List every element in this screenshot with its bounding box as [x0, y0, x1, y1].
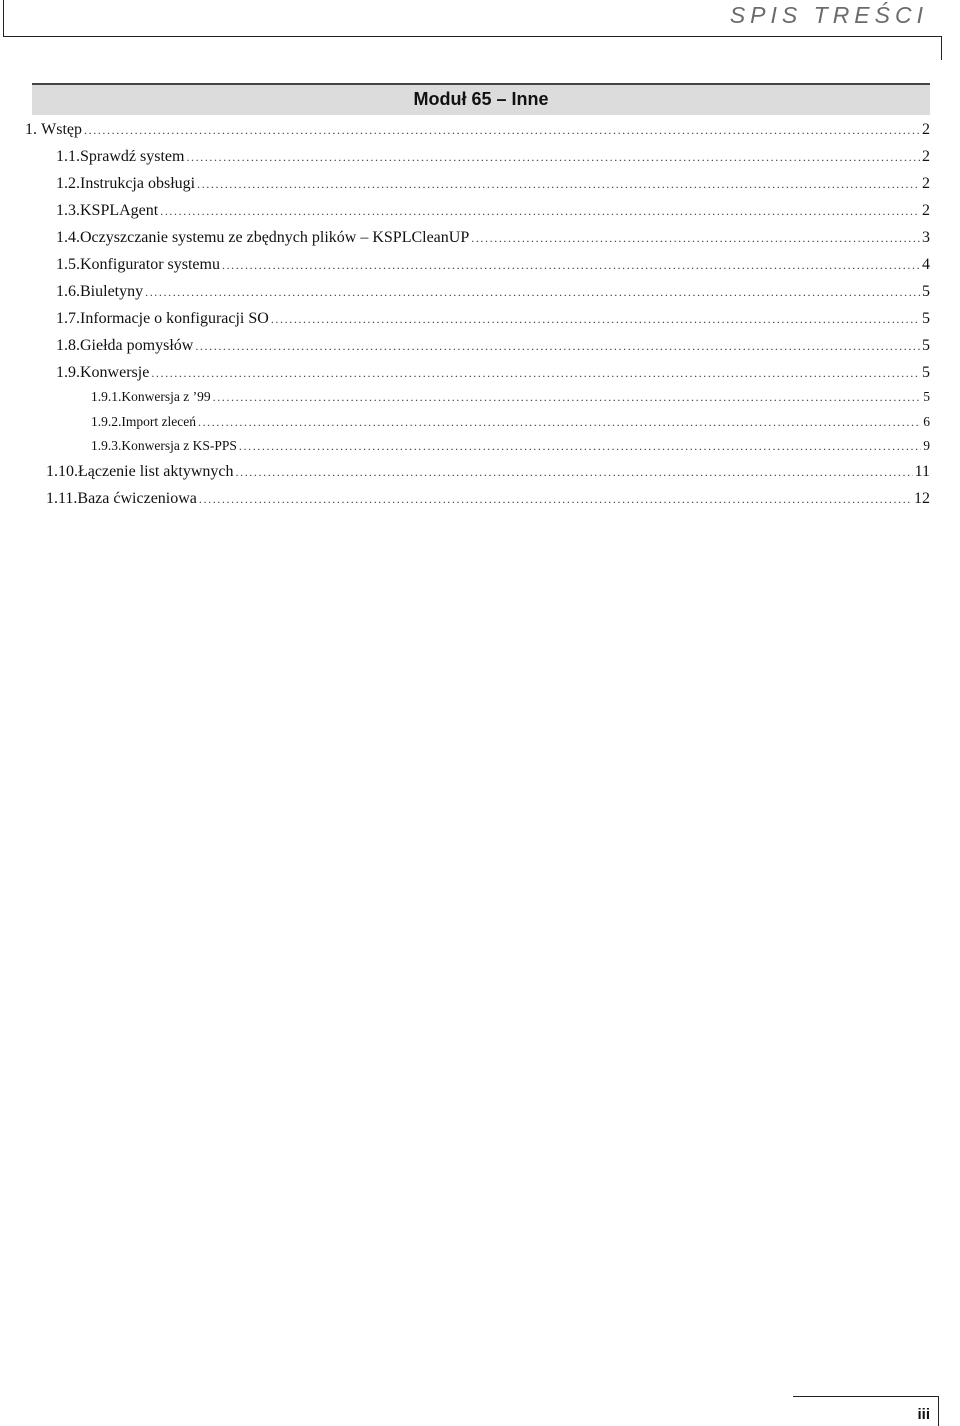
- toc-title: Sprawdź system: [80, 148, 185, 165]
- toc-title: Wstęp: [41, 121, 82, 138]
- toc-entry-1-2[interactable]: [56, 175, 930, 197]
- toc-page: 5: [922, 283, 930, 300]
- toc-number: 1.4.: [56, 229, 80, 246]
- running-title: SPIS TREŚCI: [729, 2, 928, 28]
- toc-entry-1-1[interactable]: [56, 148, 930, 170]
- toc-page: 5: [923, 389, 930, 404]
- toc-number: 1.9.3.: [91, 438, 122, 453]
- footer-rule: [793, 1396, 938, 1397]
- toc-number: 1.8.: [56, 337, 80, 354]
- header-rule-vertical: [3, 0, 4, 36]
- page-number: iii: [917, 1406, 930, 1423]
- dot-leader: [145, 285, 920, 300]
- toc-number: 1.2.: [56, 175, 80, 192]
- dot-leader: [213, 390, 922, 405]
- toc-title: Konfigurator systemu: [80, 256, 220, 273]
- dot-leader: [160, 204, 920, 219]
- toc-page: 5: [922, 337, 930, 354]
- toc-title: KSPLAgent: [80, 202, 159, 219]
- toc-entry-1-8[interactable]: [56, 337, 930, 359]
- toc-number: 1.9.1.: [91, 389, 122, 404]
- toc-title: Baza ćwiczeniowa: [77, 490, 197, 507]
- toc-entry-1-9-1[interactable]: [91, 389, 930, 411]
- dot-leader: [186, 150, 920, 165]
- toc-page: 12: [914, 490, 930, 507]
- dot-leader: [84, 123, 920, 138]
- toc-number: 1.9.: [56, 364, 80, 381]
- toc-number: 1.10.: [46, 463, 78, 480]
- toc-title: Konwersje: [80, 364, 150, 381]
- toc-number: 1.3.: [56, 202, 80, 219]
- dot-leader: [239, 439, 921, 454]
- toc-entry-1-10[interactable]: [46, 463, 930, 485]
- dot-leader: [151, 366, 920, 381]
- toc-entry-1-4[interactable]: [56, 229, 930, 251]
- toc-entry-1-9-3[interactable]: [91, 438, 930, 460]
- toc-title: Biuletyny: [80, 283, 144, 300]
- toc-title: Konwersja z KS-PPS: [121, 438, 237, 453]
- toc-number: 1.6.: [56, 283, 80, 300]
- module-title: Moduł 65 – Inne: [413, 89, 549, 109]
- toc-page: 6: [923, 414, 930, 429]
- toc-page: 2: [922, 148, 930, 165]
- dot-leader: [197, 177, 920, 192]
- dot-leader: [199, 492, 912, 507]
- toc-number: 1.7.: [56, 310, 80, 327]
- toc-title: Konwersja z ’99: [121, 389, 211, 404]
- toc-title: Instrukcja obsługi: [80, 175, 196, 192]
- toc-title: Oczyszczanie systemu ze zbędnych plików – KSPLCleanUP: [80, 229, 470, 246]
- toc-title: Łączenie list aktywnych: [78, 463, 234, 480]
- dot-leader: [471, 231, 920, 246]
- toc-page: 2: [922, 175, 930, 192]
- dot-leader: [195, 339, 920, 354]
- toc-number: 1.1.: [56, 148, 80, 165]
- toc-page: 3: [922, 229, 930, 246]
- toc-page: 11: [914, 463, 930, 480]
- toc-page: 2: [922, 121, 930, 138]
- footer-rule-vertical: [938, 1396, 939, 1426]
- toc-entry-1[interactable]: [25, 121, 930, 143]
- toc-page: 2: [922, 202, 930, 219]
- module-title-bar: [32, 83, 930, 115]
- toc-number: 1.11.: [46, 490, 78, 507]
- toc-entry-1-9[interactable]: [56, 364, 930, 386]
- toc-number: 1.5.: [56, 256, 80, 273]
- dot-leader: [271, 312, 920, 327]
- toc-number: 1.9.2.: [91, 414, 122, 429]
- toc-entry-1-9-2[interactable]: [91, 414, 930, 436]
- toc-entry-1-7[interactable]: [56, 310, 930, 332]
- header-rule-end: [941, 36, 942, 60]
- toc-title: Informacje o konfiguracji SO: [80, 310, 269, 327]
- toc-page: 9: [923, 438, 930, 453]
- toc-entry-1-6[interactable]: [56, 283, 930, 305]
- dot-leader: [236, 465, 913, 480]
- toc-title: Import zleceń: [121, 414, 196, 429]
- toc-page: 5: [922, 364, 930, 381]
- dot-leader: [222, 258, 920, 273]
- header-rule: [3, 36, 941, 37]
- toc-number: 1.: [25, 121, 37, 138]
- toc-entry-1-11[interactable]: [46, 490, 930, 512]
- toc-page: 5: [922, 310, 930, 327]
- dot-leader: [198, 415, 921, 430]
- toc-title: Giełda pomysłów: [80, 337, 194, 354]
- toc-page: 4: [922, 256, 930, 273]
- toc-entry-1-3[interactable]: [56, 202, 930, 224]
- toc-entry-1-5[interactable]: [56, 256, 930, 278]
